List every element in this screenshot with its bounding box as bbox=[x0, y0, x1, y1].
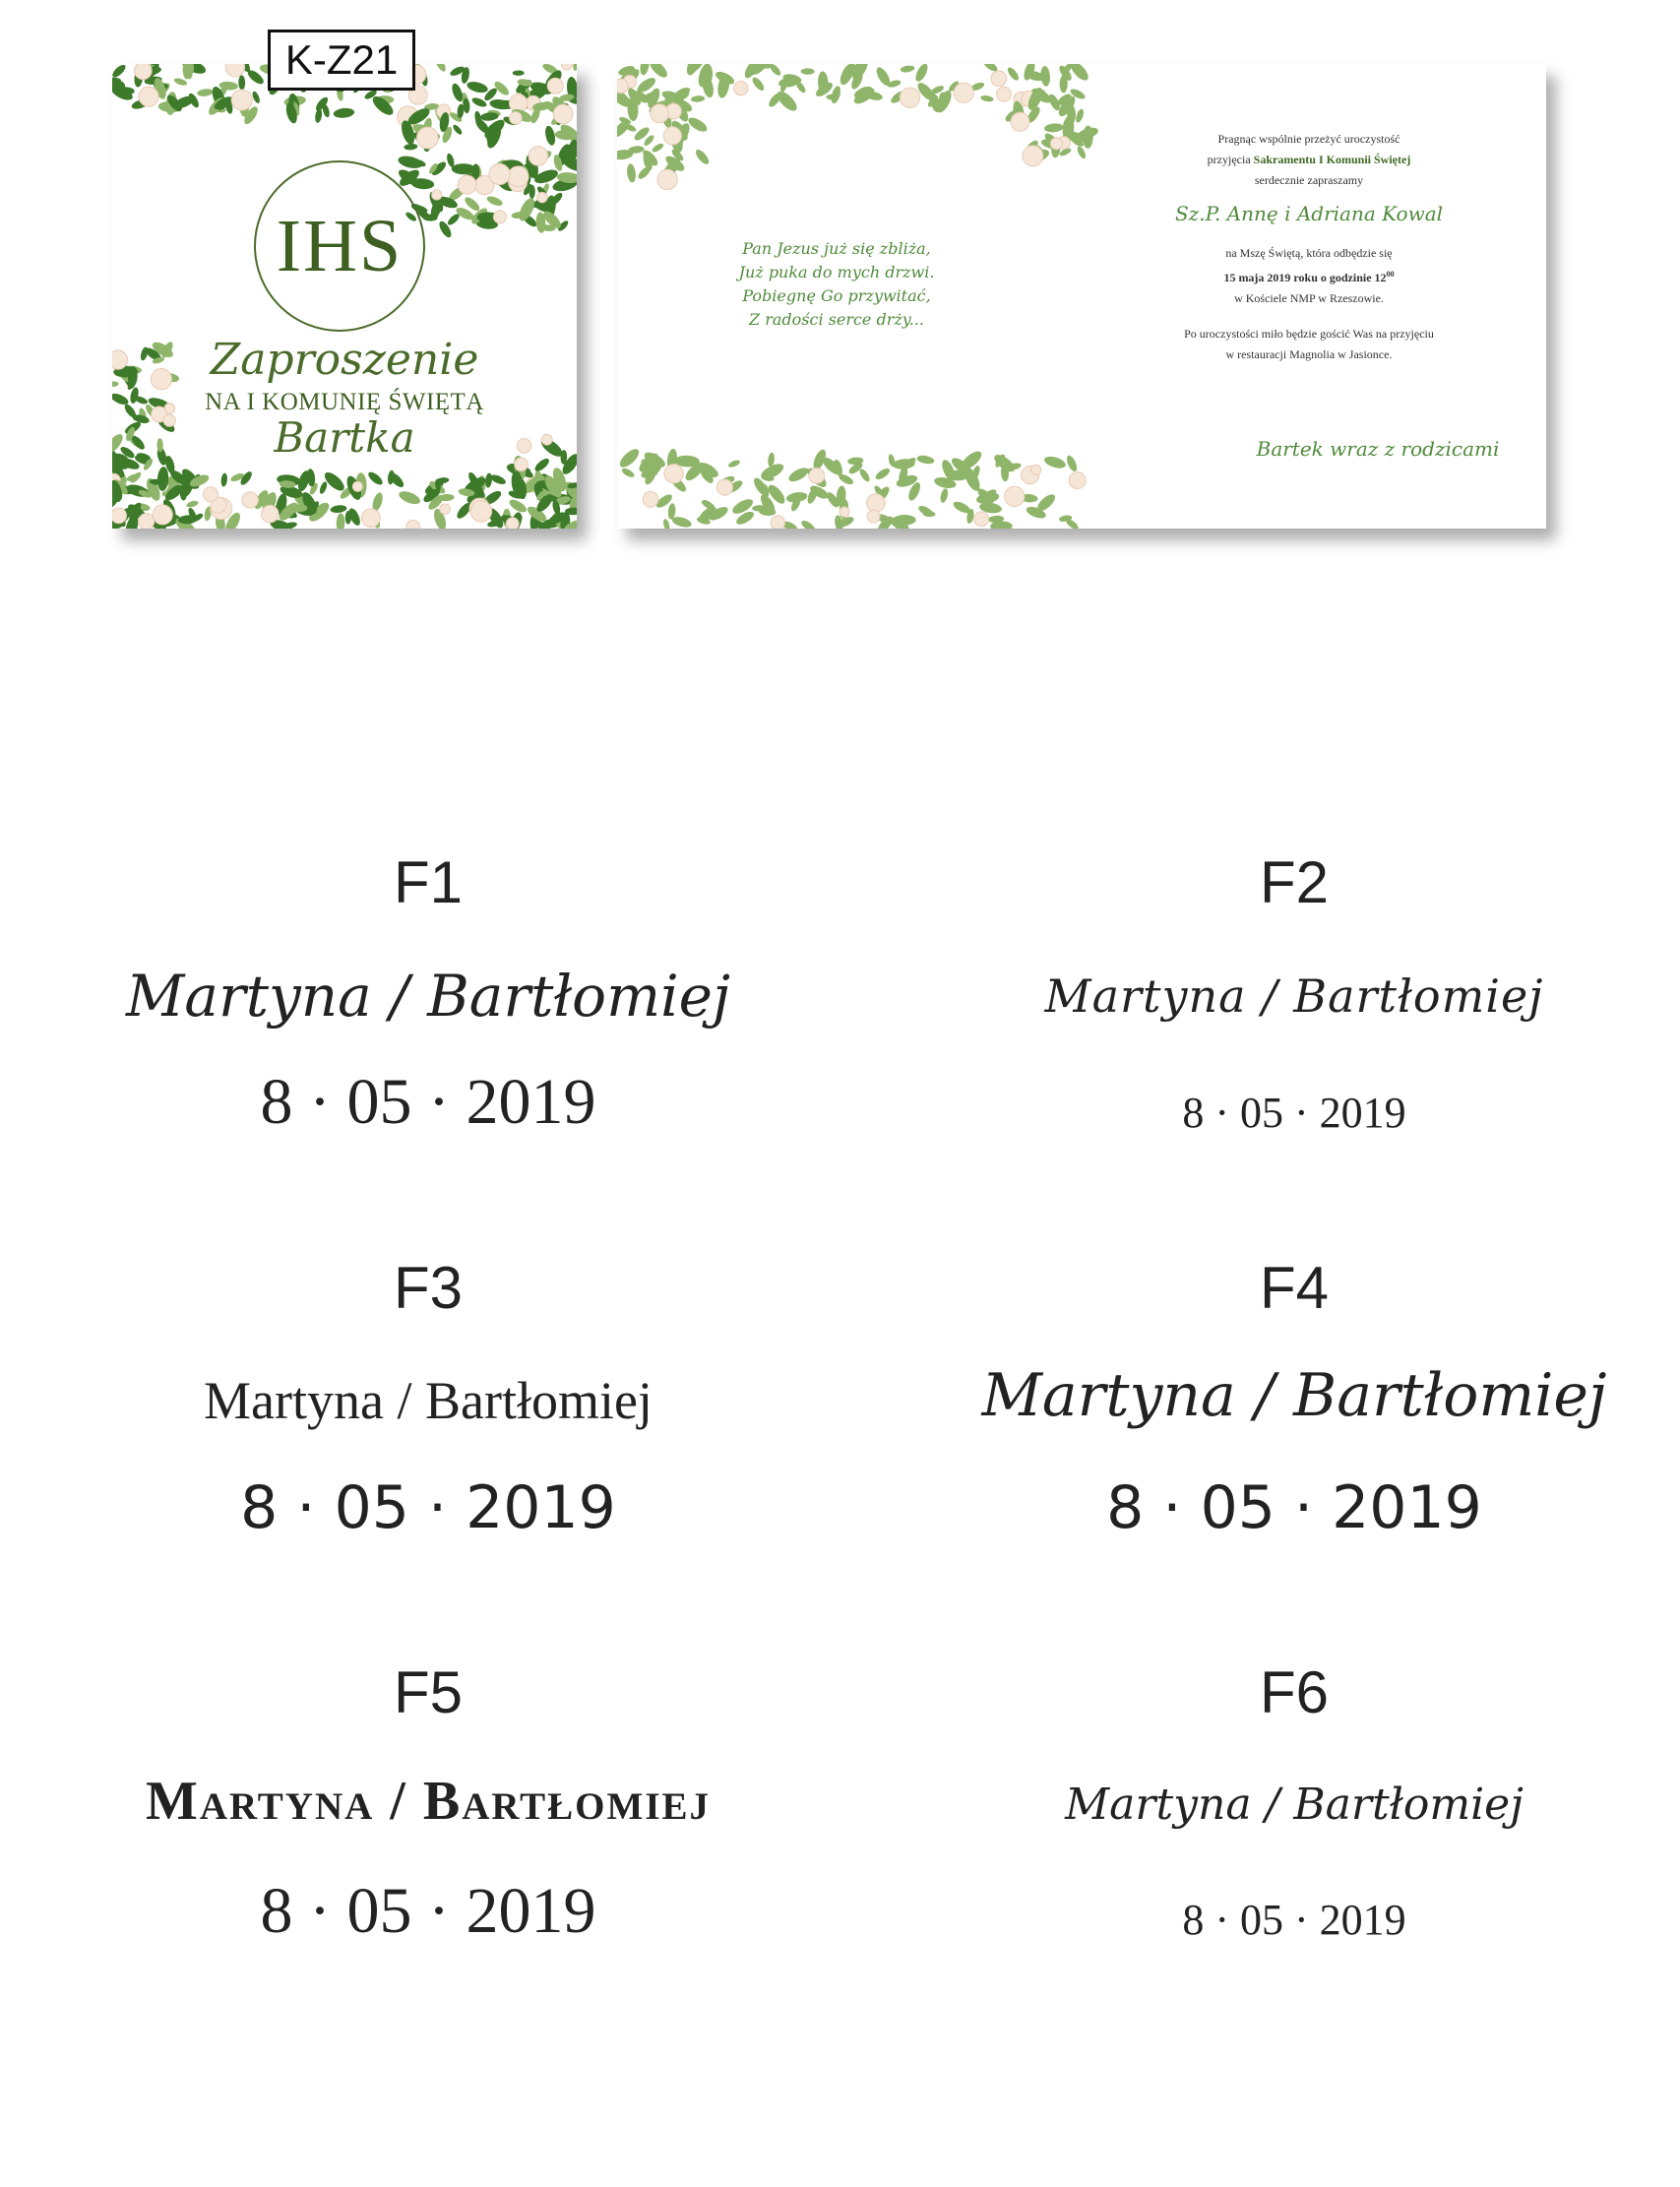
leaf-shape bbox=[156, 467, 168, 491]
font-option-label: F2 bbox=[1259, 849, 1330, 915]
font-option-date: 8 · 05 · 2019 bbox=[260, 1875, 596, 1947]
rose-shape bbox=[1069, 472, 1086, 489]
leaf-shape bbox=[322, 469, 347, 494]
leaf-shape bbox=[917, 504, 936, 519]
leaf-shape bbox=[434, 64, 448, 73]
font-option-label: F6 bbox=[1259, 1659, 1330, 1725]
leaf-shape bbox=[647, 64, 669, 81]
poem-line: Pobiegnę Go przywitać, bbox=[742, 286, 931, 305]
product-code: K-Z21 bbox=[268, 30, 415, 91]
leaf-shape bbox=[1043, 455, 1068, 470]
font-option-names: Martyna / Bartłomiej bbox=[145, 1771, 712, 1832]
leaf-shape bbox=[639, 64, 651, 76]
leaf-shape bbox=[900, 65, 914, 74]
signature: Bartek wraz z rodzicami bbox=[1256, 437, 1500, 461]
leaf-shape bbox=[484, 472, 492, 488]
leaf-shape bbox=[330, 504, 347, 514]
rose-shape bbox=[529, 147, 548, 166]
leaf-shape bbox=[620, 467, 635, 479]
leaf-shape bbox=[1067, 105, 1076, 124]
rose-shape bbox=[974, 512, 989, 527]
rose-shape bbox=[508, 166, 529, 187]
leaf-shape bbox=[694, 148, 712, 166]
front-subtitle: NA I KOMUNIĘ ŚWIĘTĄ bbox=[205, 389, 484, 415]
leaf-shape bbox=[980, 94, 994, 102]
leaf-shape bbox=[617, 446, 642, 470]
rose-shape bbox=[432, 190, 442, 200]
leaf-shape bbox=[1075, 108, 1086, 124]
leaf-shape bbox=[651, 142, 664, 154]
ceremony-date bbox=[1132, 264, 1486, 288]
rose-shape bbox=[1031, 465, 1041, 474]
front-title: Zaproszenie bbox=[210, 335, 479, 385]
leaf-shape bbox=[874, 467, 892, 481]
leaf-shape bbox=[186, 500, 200, 509]
rose-shape bbox=[547, 78, 563, 94]
leaf-shape bbox=[220, 472, 228, 486]
invite-line: serdecznie zapraszamy bbox=[1254, 173, 1364, 187]
rose-shape bbox=[458, 175, 476, 194]
invite-line: w restauracji Magnolia w Jasionce. bbox=[1225, 347, 1393, 361]
leaf-shape bbox=[686, 115, 709, 135]
leaf-shape bbox=[691, 95, 706, 103]
rose-shape bbox=[352, 481, 362, 491]
rose-shape bbox=[867, 494, 885, 512]
invite-line: w Kościele NMP w Rzeszowie. bbox=[1234, 291, 1384, 305]
poem bbox=[728, 237, 945, 332]
leaf-shape bbox=[800, 519, 818, 529]
rose-shape bbox=[261, 505, 279, 523]
rose-shape bbox=[470, 501, 492, 523]
poem-line: Już puka do mych drzwi. bbox=[738, 263, 935, 281]
leaf-shape bbox=[336, 513, 344, 529]
font-option-names: Martyna / Bartłomiej bbox=[1065, 1780, 1524, 1830]
leaf-shape bbox=[197, 88, 214, 96]
rose-shape bbox=[716, 479, 732, 495]
rose-shape bbox=[153, 505, 172, 525]
rose-shape bbox=[991, 71, 1007, 87]
ceremony-time-minutes: 00 bbox=[1386, 270, 1395, 279]
rose-shape bbox=[537, 192, 547, 202]
leaf-shape bbox=[626, 163, 637, 183]
font-option-names: Martyna / Bartłomiej bbox=[126, 963, 730, 1030]
rose-shape bbox=[1050, 138, 1062, 150]
font-option-label: F4 bbox=[1259, 1255, 1330, 1321]
front-name: Bartka bbox=[274, 413, 415, 462]
rose-shape bbox=[1011, 112, 1029, 131]
rose-shape bbox=[139, 514, 155, 529]
font-option-names: Martyna / Bartłomiej bbox=[204, 1371, 653, 1430]
leaf-shape bbox=[1006, 66, 1021, 83]
rose-shape bbox=[225, 64, 244, 77]
poem-line: Pan Jezus już się zbliża, bbox=[742, 239, 931, 258]
rose-shape bbox=[900, 88, 919, 107]
leaf-shape bbox=[452, 123, 464, 136]
rose-shape bbox=[809, 468, 825, 483]
rose-shape bbox=[663, 127, 681, 145]
leaf-shape bbox=[485, 195, 504, 208]
rose-shape bbox=[643, 491, 658, 507]
leaf-shape bbox=[238, 75, 245, 90]
sacrament-name: Sakramentu I Komunii Świętej bbox=[1253, 153, 1411, 166]
leaf-shape bbox=[916, 454, 935, 465]
rose-shape bbox=[139, 87, 158, 106]
rose-shape bbox=[954, 83, 973, 102]
leaf-shape bbox=[671, 515, 693, 529]
rose-shape bbox=[510, 112, 523, 125]
rose-shape bbox=[135, 64, 153, 80]
rose-shape bbox=[617, 79, 628, 93]
leaf-shape bbox=[318, 480, 328, 494]
rose-shape bbox=[734, 81, 748, 94]
rose-shape bbox=[562, 64, 573, 70]
leaf-shape bbox=[939, 487, 949, 503]
poem-line: Z radości serce drży... bbox=[749, 310, 924, 329]
rose-shape bbox=[997, 87, 1012, 101]
rose-shape bbox=[664, 465, 683, 483]
font-option-names: Martyna / Bartłomiej bbox=[1044, 969, 1544, 1023]
rose-shape bbox=[867, 510, 880, 523]
font-option-label: F3 bbox=[393, 1255, 464, 1321]
rose-shape bbox=[204, 487, 218, 502]
invite-line bbox=[1132, 150, 1486, 170]
leaf-shape bbox=[913, 64, 930, 84]
rose-shape bbox=[493, 211, 506, 223]
rose-shape bbox=[840, 507, 849, 517]
rose-shape bbox=[1005, 486, 1025, 506]
rose-shape bbox=[242, 492, 258, 508]
rose-shape bbox=[489, 163, 510, 184]
font-option-date: 8 · 05 · 2019 bbox=[1182, 1089, 1406, 1137]
leaf-shape bbox=[1068, 64, 1091, 84]
rose-shape bbox=[657, 169, 677, 189]
leaf-shape bbox=[333, 107, 354, 119]
leaf-shape bbox=[727, 459, 741, 469]
rose-shape bbox=[651, 104, 669, 123]
invite-line: Pragnąc wspólnie przeżyć uroczystość bbox=[1217, 132, 1400, 146]
rose-shape bbox=[416, 127, 438, 149]
leaf-shape bbox=[1040, 66, 1051, 88]
rose-shape bbox=[506, 518, 519, 529]
rose-shape bbox=[406, 520, 420, 529]
leaf-shape bbox=[662, 519, 670, 529]
invitation-text bbox=[1132, 129, 1486, 365]
ceremony-date-text: 15 maja 2019 roku o godzinie 12 bbox=[1223, 271, 1387, 284]
leaf-shape bbox=[543, 125, 556, 147]
leaf-shape bbox=[112, 64, 127, 80]
rose-shape bbox=[1023, 146, 1043, 166]
leaf-shape bbox=[251, 91, 261, 104]
guest-names: Sz.P. Annę i Adriana Kowal bbox=[1174, 202, 1444, 225]
rose-shape bbox=[553, 104, 573, 124]
leaf-shape bbox=[858, 468, 872, 483]
rose-shape bbox=[440, 504, 451, 515]
leaf-shape bbox=[801, 68, 815, 75]
leaf-shape bbox=[786, 466, 810, 485]
leaf-shape bbox=[466, 80, 489, 94]
invite-line-prefix: przyjęcia bbox=[1207, 153, 1251, 166]
leaf-shape bbox=[513, 70, 525, 76]
font-option-date: 8 · 05 · 2019 bbox=[240, 1473, 616, 1542]
font-option-date: 8 · 05 · 2019 bbox=[1106, 1473, 1482, 1542]
leaf-shape bbox=[398, 489, 422, 507]
rose-shape bbox=[361, 509, 380, 528]
leaf-shape bbox=[404, 143, 418, 151]
leaf-shape bbox=[1065, 454, 1079, 472]
ihs-monogram: IHS bbox=[254, 160, 425, 332]
leaf-shape bbox=[751, 76, 767, 93]
font-option-label: F5 bbox=[393, 1659, 464, 1725]
rose-shape bbox=[231, 90, 252, 110]
rose-shape bbox=[112, 508, 126, 524]
leaf-shape bbox=[1044, 123, 1064, 133]
font-option-date: 8 · 05 · 2019 bbox=[1182, 1896, 1406, 1944]
leaf-shape bbox=[507, 497, 528, 515]
leaf-shape bbox=[366, 469, 384, 486]
invite-line: Po uroczystości miło będzie gościć Was na przyjęciu bbox=[1184, 327, 1434, 341]
font-option-label: F1 bbox=[393, 849, 464, 915]
font-option-names: Martyna / Bartłomiej bbox=[981, 1361, 1607, 1430]
font-option-date: 8 · 05 · 2019 bbox=[260, 1066, 596, 1138]
rose-shape bbox=[771, 516, 784, 529]
invite-line: na Mszę Świętą, która odbędzie się bbox=[1225, 246, 1393, 260]
